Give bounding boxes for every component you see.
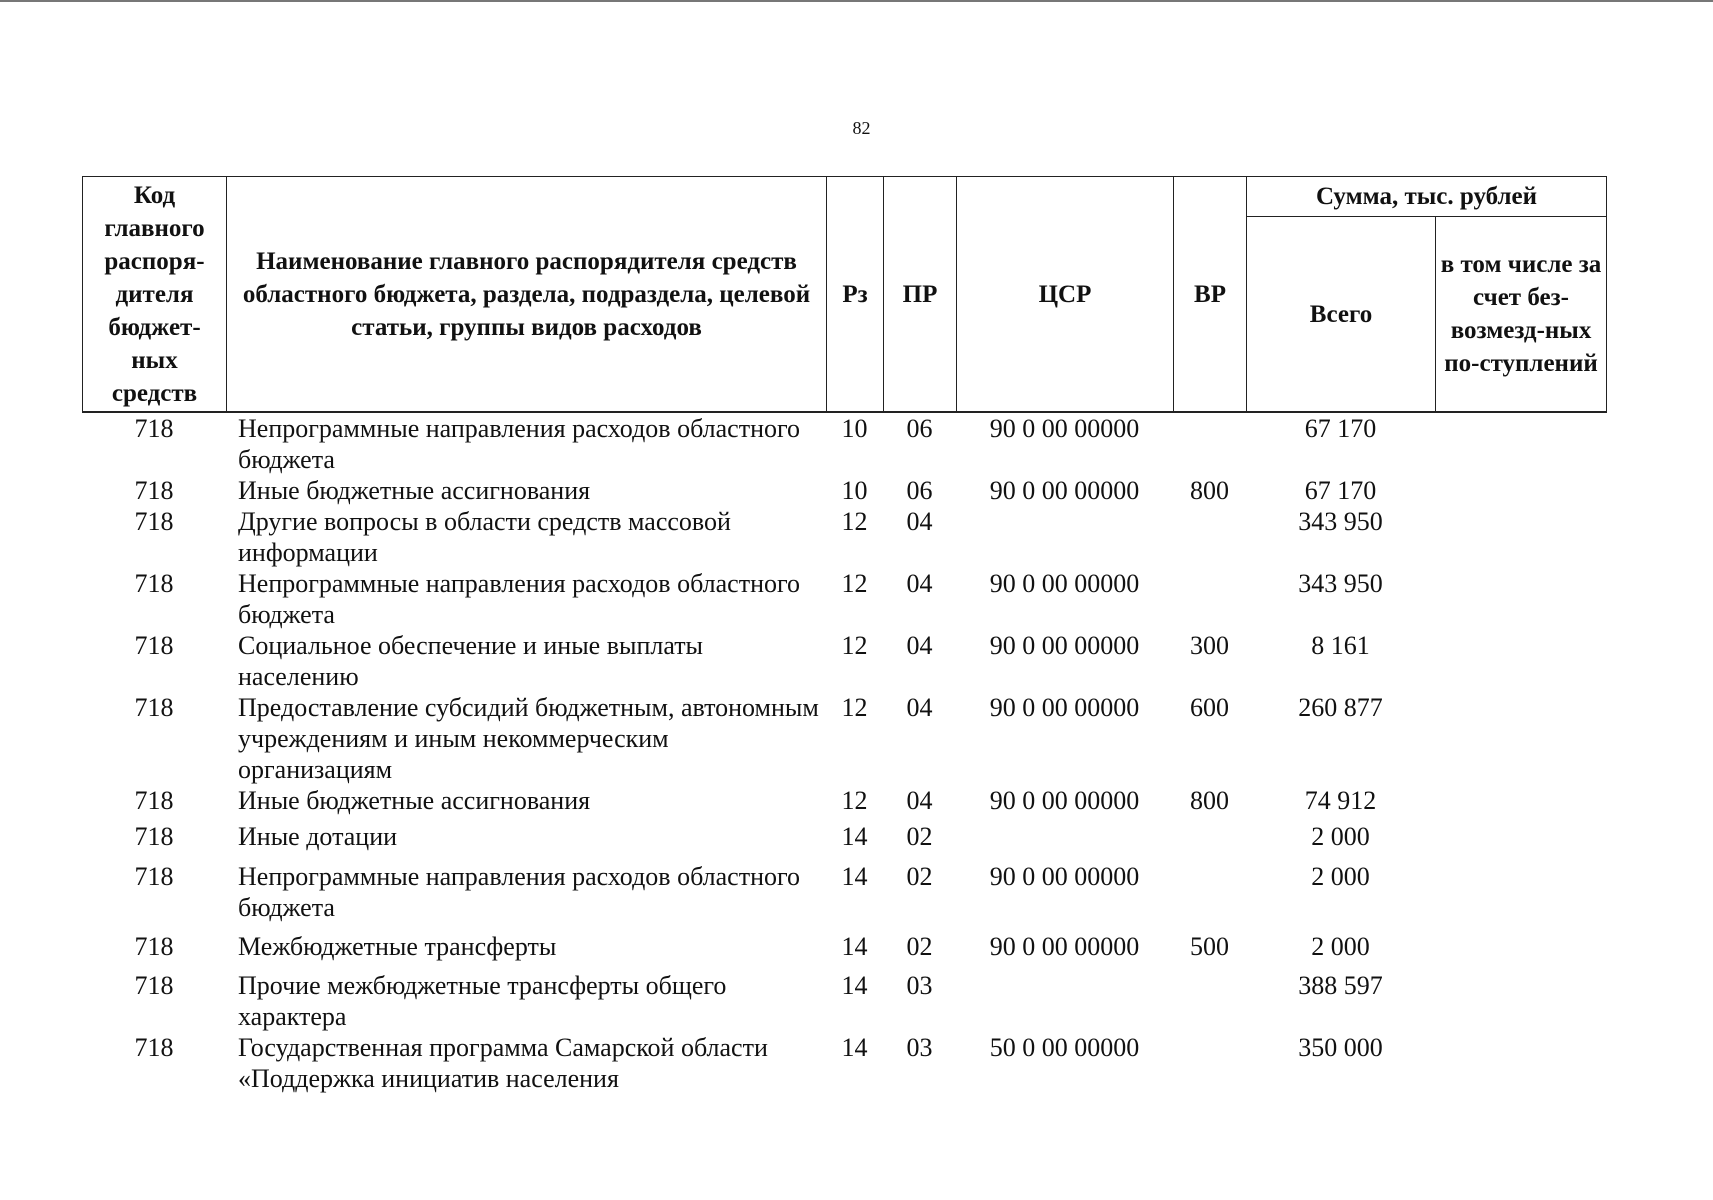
cell-name: Другие вопросы в области средств массовой информации: [238, 507, 731, 567]
cell-pr: 04: [906, 631, 933, 660]
cell-pr: 04: [906, 786, 933, 815]
cell-incl: [1435, 785, 1606, 821]
cell-incl: [1435, 692, 1606, 785]
cell-vr: [1173, 821, 1246, 861]
cell-csr: 90 0 00 00000: [989, 414, 1140, 443]
cell-rz: 14: [841, 1033, 868, 1062]
cell-name: Предоставление субсидий бюджетным, автономным учреждениям и иным некоммерческим организациям: [238, 693, 819, 784]
cell-incl: [1435, 506, 1606, 568]
cell-code: 718: [134, 822, 174, 851]
cell-incl: [1435, 630, 1606, 692]
cell-code: 718: [134, 631, 174, 660]
cell-total: 67 170: [1304, 476, 1377, 505]
cell-total: 260 877: [1298, 693, 1383, 722]
cell-name: Иные дотации: [238, 822, 398, 851]
cell-vr: [1173, 413, 1246, 475]
cell-total: 74 912: [1304, 786, 1377, 815]
cell-name: Непрограммные направления расходов областного бюджета: [238, 862, 800, 922]
header-rz: Рз: [827, 177, 884, 413]
cell-vr: 300: [1190, 631, 1229, 660]
cell-total: 350 000: [1298, 1033, 1383, 1062]
cell-name: Иные бюджетные ассигнования: [238, 476, 591, 505]
cell-csr: [956, 506, 1173, 568]
cell-incl: [1435, 475, 1606, 506]
cell-code: 718: [134, 971, 174, 1000]
cell-rz: 12: [841, 631, 868, 660]
cell-name: Непрограммные направления расходов областного бюджета: [238, 414, 800, 474]
cell-csr: 90 0 00 00000: [989, 862, 1140, 891]
table-row: [82, 692, 1606, 785]
cell-csr: 90 0 00 00000: [989, 786, 1140, 815]
cell-vr: [1173, 506, 1246, 568]
cell-incl: [1435, 413, 1606, 475]
cell-code: 718: [134, 786, 174, 815]
table-row: [82, 413, 1606, 475]
cell-name: Государственная программа Самарской области «Поддержка инициатив населения: [238, 1033, 768, 1093]
cell-pr: 02: [906, 822, 933, 851]
cell-code: 718: [134, 476, 174, 505]
cell-csr: 50 0 00 00000: [989, 1033, 1140, 1062]
cell-csr: [956, 970, 1173, 1032]
cell-pr: 06: [906, 414, 933, 443]
cell-vr: [1173, 970, 1246, 1032]
header-sum: Сумма, тыс. рублей: [1247, 177, 1607, 217]
header-csr: ЦСР: [957, 177, 1174, 413]
table-row: [82, 821, 1606, 861]
header-total: Всего: [1247, 217, 1436, 413]
cell-total: 2 000: [1311, 822, 1370, 851]
cell-rz: 14: [841, 862, 868, 891]
cell-incl: [1435, 931, 1606, 970]
cell-incl: [1435, 1032, 1606, 1094]
cell-csr: 90 0 00 00000: [989, 476, 1140, 505]
cell-name: Социальное обеспечение и иные выплаты населению: [238, 631, 704, 691]
table-body: [82, 413, 1606, 1094]
cell-name: Прочие межбюджетные трансферты общего характера: [238, 971, 727, 1031]
cell-code: 718: [134, 414, 174, 443]
cell-code: 718: [134, 507, 174, 536]
cell-incl: [1435, 821, 1606, 861]
cell-name: Иные бюджетные ассигнования: [238, 786, 591, 815]
cell-vr: [1173, 568, 1246, 630]
cell-csr: 90 0 00 00000: [989, 932, 1140, 961]
cell-vr: 800: [1190, 786, 1229, 815]
table-row: [82, 1032, 1606, 1094]
cell-csr: [956, 821, 1173, 861]
cell-pr: 02: [906, 932, 933, 961]
header-pr: ПР: [884, 177, 957, 413]
cell-code: 718: [134, 932, 174, 961]
header-incl: в том числе за счет без-возмезд-ных по-ступлений: [1436, 217, 1607, 413]
cell-code: 718: [134, 862, 174, 891]
cell-total: 67 170: [1304, 414, 1377, 443]
cell-vr: [1173, 1032, 1246, 1094]
table-row: [82, 970, 1606, 1032]
cell-total: 388 597: [1298, 971, 1383, 1000]
table-row: [82, 506, 1606, 568]
cell-rz: 12: [841, 507, 868, 536]
cell-rz: 14: [841, 822, 868, 851]
cell-vr: 600: [1190, 693, 1229, 722]
table-row: [82, 785, 1606, 821]
cell-total: 2 000: [1311, 932, 1370, 961]
cell-pr: 02: [906, 862, 933, 891]
cell-rz: 10: [841, 476, 868, 505]
cell-vr: 800: [1190, 476, 1229, 505]
cell-name: Межбюджетные трансферты: [238, 932, 557, 961]
cell-pr: 04: [906, 693, 933, 722]
cell-rz: 10: [841, 414, 868, 443]
header-name: Наименование главного распорядителя средств областного бюджета, раздела, подраздела, целевой статьи, группы видов расходов: [227, 177, 827, 413]
cell-pr: 04: [906, 569, 933, 598]
table-row: [82, 475, 1606, 506]
cell-name: Непрограммные направления расходов областного бюджета: [238, 569, 800, 629]
header-vr: ВР: [1174, 177, 1247, 413]
cell-incl: [1435, 861, 1606, 931]
cell-rz: 12: [841, 786, 868, 815]
cell-code: 718: [134, 569, 174, 598]
cell-pr: 04: [906, 507, 933, 536]
table-row: [82, 931, 1606, 970]
cell-pr: 06: [906, 476, 933, 505]
cell-total: 8 161: [1311, 631, 1370, 660]
cell-rz: 14: [841, 971, 868, 1000]
cell-code: 718: [134, 1033, 174, 1062]
cell-vr: 500: [1190, 932, 1229, 961]
table-row: [82, 568, 1606, 630]
cell-incl: [1435, 568, 1606, 630]
cell-csr: 90 0 00 00000: [989, 569, 1140, 598]
cell-pr: 03: [906, 1033, 933, 1062]
table-row: [82, 861, 1606, 931]
table-header: [82, 176, 1607, 413]
page-top-edge: [0, 0, 1713, 2]
cell-csr: 90 0 00 00000: [989, 693, 1140, 722]
page-number: 82: [852, 118, 871, 138]
cell-rz: 12: [841, 569, 868, 598]
cell-total: 2 000: [1311, 862, 1370, 891]
cell-incl: [1435, 970, 1606, 1032]
cell-total: 343 950: [1298, 507, 1383, 536]
cell-csr: 90 0 00 00000: [989, 631, 1140, 660]
cell-code: 718: [134, 693, 174, 722]
cell-pr: 03: [906, 971, 933, 1000]
table-row: [82, 630, 1606, 692]
header-code: Код главного распоря-дителя бюджет-ных средств: [83, 177, 227, 413]
cell-vr: [1173, 861, 1246, 931]
cell-rz: 12: [841, 693, 868, 722]
cell-total: 343 950: [1298, 569, 1383, 598]
cell-rz: 14: [841, 932, 868, 961]
